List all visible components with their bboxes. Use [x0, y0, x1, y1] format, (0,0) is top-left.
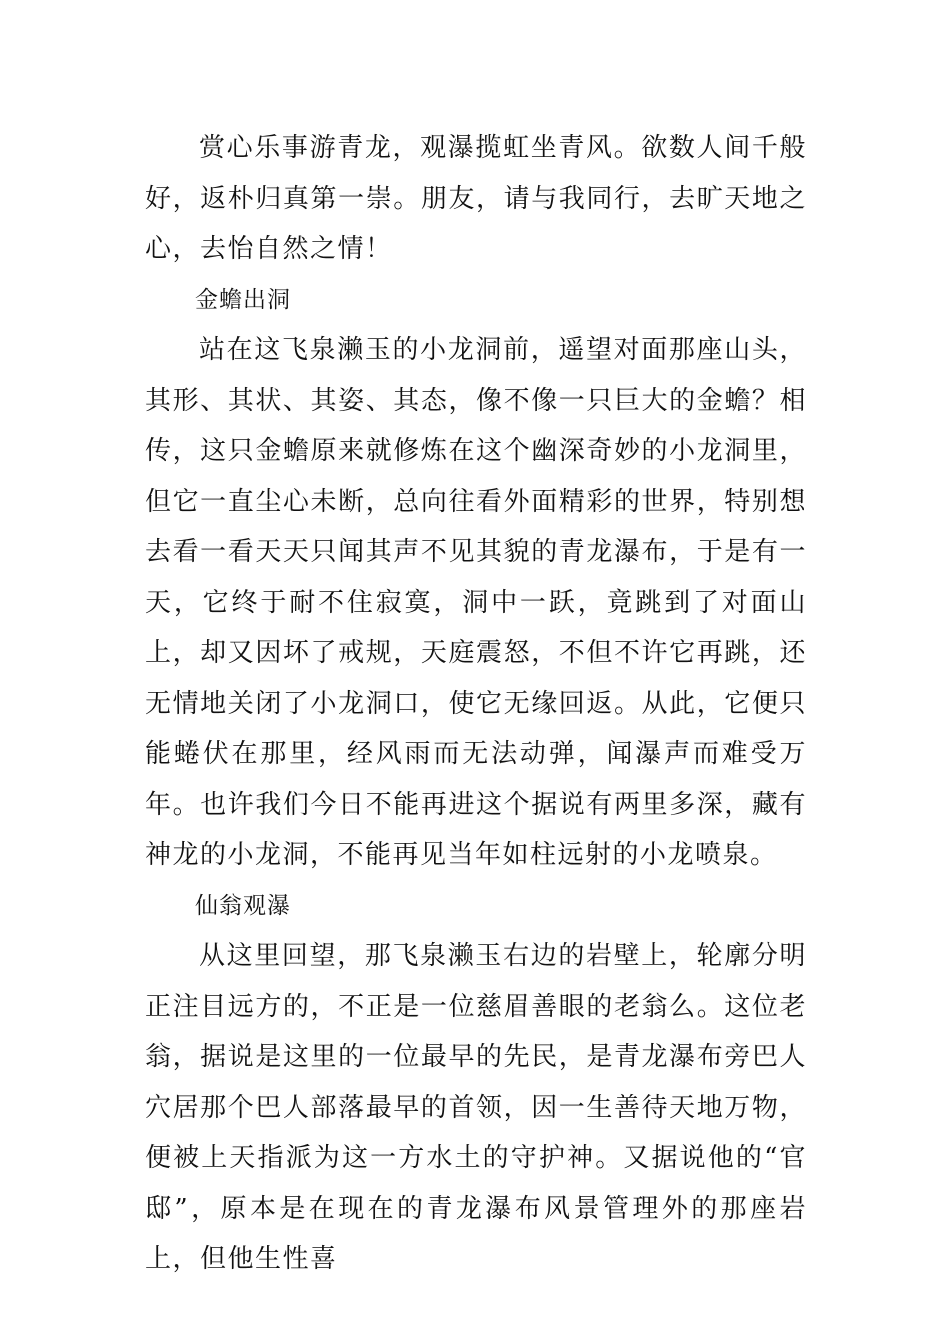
- section-heading-golden-toad: 金蟾出洞: [195, 286, 291, 313]
- golden-toad-paragraph: 站在这飞泉濑玉的小龙洞前，遥望对面那座山头，其形、其状、其姿、其态，像不像一只巨大的金蟾？相传，这只金蟾原来就修炼在这个幽深奇妙的小龙洞里，但它一直尘心未断，总向往看外面精彩的世界，特别想去看一看天天只闻其声不见其貌的青龙瀑布，于是有一天，它终于耐不住寂寞，洞中一跃，竟跳到了对面山上，却又因坏了戒规，天庭震怒，不但不许它再跳，还无情地关闭了小龙洞口，使它无缘回返。从此，它便只能蜷伏在那里，经风雨而无法动弹，闻瀑声而难受万年。也许我们今日不能再进这个据说有两里多深，藏有神龙的小龙洞，不能再见当年如柱远射的小龙喷泉。: [145, 335, 807, 870]
- section-heading-immortal-elder: 仙翁观瀑: [195, 892, 291, 919]
- intro-paragraph: 赏心乐事游青龙，观瀑揽虹坐青风。欲数人间千般好，返朴归真第一崇。朋友，请与我同行，去旷天地之心，去怡自然之情！: [145, 133, 807, 264]
- document-body: [145, 123, 807, 1285]
- immortal-elder-paragraph: 从这里回望，那飞泉濑玉右边的岩壁上，轮廓分明正注目远方的，不正是一位慈眉善眼的老翁么。这位老翁，据说是这里的一位最早的先民，是青龙瀑布旁巴人穴居那个巴人部落最早的首领，因一生善待天地万物，便被上天指派为这一方水土的守护神。又据说他的“官邸”，原本是在现在的青龙瀑布风景管理外的那座岩上，但他生性喜: [145, 941, 807, 1274]
